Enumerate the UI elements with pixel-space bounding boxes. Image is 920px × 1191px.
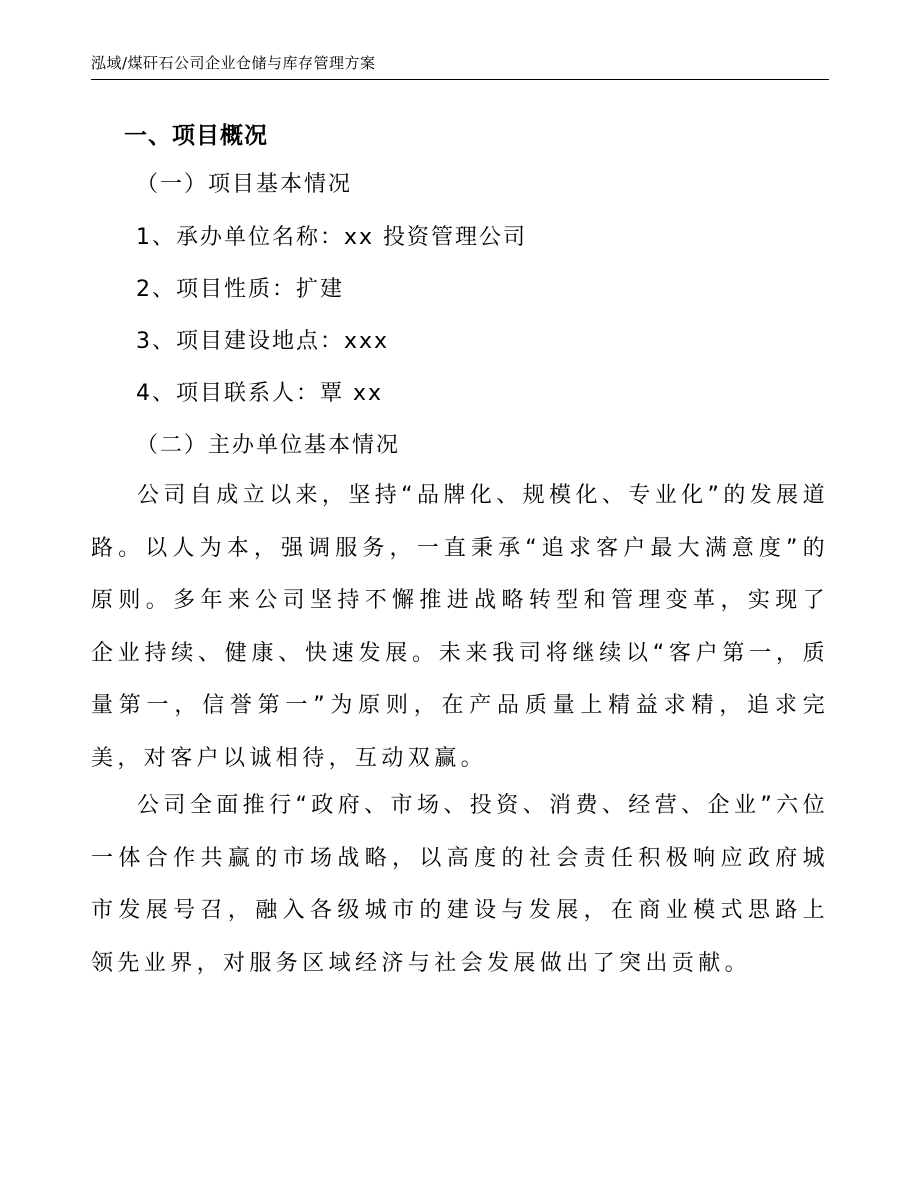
subsection-title-sponsor: （二）主办单位基本情况 — [136, 433, 401, 458]
info-item-nature: 2、项目性质：扩建 — [136, 277, 344, 302]
paragraph-company-strategy: 公司全面推行“政府、市场、投资、消费、经营、企业”六位一体合作共赢的市场战略，以高度的社会责任积极响应政府城市发展号召，融入各级城市的建设与发展，在商业模式思路上领先业界，对服务区域经济与社会发展做出了突出贡献。 — [91, 793, 829, 976]
info-item-contact: 4、项目联系人：覃 xx — [136, 381, 384, 406]
paragraph-company-philosophy: 公司自成立以来，坚持“品牌化、规模化、专业化”的发展道路。以人为本，强调服务，一直秉承“追求客户最大满意度”的原则。多年来公司坚持不懈推进战略转型和管理变革，实现了企业持续、健康、快速发展。未来我司将继续以“客户第一，质量第一，信誉第一”为原则，在产品质量上精益求精，追求完美，对客户以诚相待，互动双赢。 — [91, 483, 829, 771]
section-title: 一、项目概况 — [124, 123, 268, 149]
header-divider — [91, 79, 829, 80]
page-header: 泓域/煤矸石公司企业仓储与库存管理方案 — [91, 54, 376, 72]
subsection-title-basic-info: （一）项目基本情况 — [136, 172, 353, 197]
info-item-undertaker: 1、承办单位名称：xx 投资管理公司 — [136, 225, 528, 250]
info-item-location: 3、项目建设地点：xxx — [136, 329, 390, 354]
